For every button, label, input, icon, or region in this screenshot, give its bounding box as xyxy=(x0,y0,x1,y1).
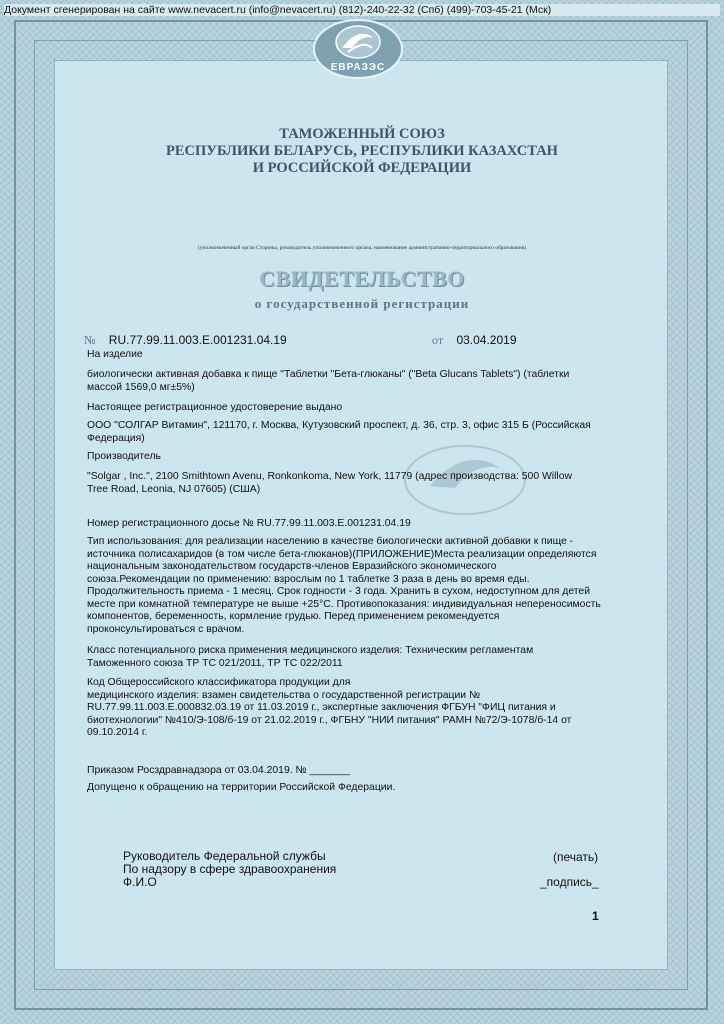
classifier-line: биотехнологии" №410/Э-108/б-19 от 21.02.2019 г., ФГБНУ "НИИ питания" РАМН №72/Э-1078/б-14 от xyxy=(87,714,572,726)
usage-section xyxy=(87,536,637,636)
risk-line: Класс потенциального риска применения медицинского изделия: Техническим регламентам xyxy=(87,645,534,656)
usage-line: Продолжительность приема - 1 месяц. Срок годности - 3 года. Хранить в сухом, недоступном для детей xyxy=(87,586,590,597)
generated-notice: Документ сгенерирован на сайте www.nevacert.ru (info@nevacert.ru) (812)-240-22-32 (Спб) (499)-703-45-21 (Мск) xyxy=(4,4,720,16)
issued-to xyxy=(87,420,637,445)
product-line: массой 1569,0 мг±5%) xyxy=(87,381,195,393)
issued-line: ООО "СОЛГАР Витамин", 121170, г. Москва, Кутузовский проспект, д. 36, стр. 3, офис 315 Б (Российская xyxy=(87,420,591,431)
signatory-line: Руководитель Федеральной службы xyxy=(123,849,326,863)
classifier-line: Код Общероссийского классификатора продукции для xyxy=(87,677,351,688)
manufacturer-label: Производитель xyxy=(87,451,161,462)
usage-line: Тип использования: для реализации населению в качестве биологически активной добавки к пище - xyxy=(87,536,574,547)
classifier-line: медицинского изделия: взамен свидетельства о государственной регистрации № xyxy=(87,689,481,701)
page-number: 1 xyxy=(592,909,599,923)
heading-line: И РОССИЙСКОЙ ФЕДЕРАЦИИ xyxy=(252,160,472,176)
manufacturer-line: "Solgar , Inc.", 2100 Smithtown Avenu, Ronkonkoma, New York, 11779 (адрес производства: 500 Willow xyxy=(87,471,572,482)
number-value: RU.77.99.11.003.Е.001231.04.19 xyxy=(108,333,287,347)
date-value: 03.04.2019 xyxy=(456,333,517,347)
dossier-number: Номер регистрационного досье № RU.77.99.11.003.Е.001231.04.19 xyxy=(87,518,411,529)
product-line: биологически активная добавка к пище "Таблетки "Бета-глюканы" ("Beta Glucans Tablets") (таблетки xyxy=(87,369,570,380)
inner-panel xyxy=(54,60,668,970)
issued-label: Настоящее регистрационное удостоверение выдано xyxy=(87,402,343,413)
usage-line: проконсультироваться с врачом. xyxy=(87,623,245,635)
classifier-line: RU.77.99.11.003.Е.000832.03.19 от 11.03.2019 г., экспертные заключения ФГБУН "ФИЦ питания и xyxy=(87,702,556,713)
certificate-date xyxy=(432,333,517,348)
admitted-line: Допущено к обращению на территории Российской Федерации. xyxy=(87,782,396,793)
authority-note: (уполномоченный орган Стороны, руководитель уполномоченного органа, наименование административно-территориального образования) xyxy=(197,245,527,251)
risk-line: Таможенного союза ТР ТС 021/2011, ТР ТС 022/2011 xyxy=(87,657,343,669)
stamp-label: (печать) xyxy=(553,850,599,864)
usage-line: компонентов, беременность, кормление грудью. Перед применением рекомендуется xyxy=(87,611,500,622)
usage-line: национальным законодательством государств-членов Евразийского экономического xyxy=(87,561,497,572)
number-label: № xyxy=(84,333,96,347)
classifier-section xyxy=(87,677,637,740)
product-label: На изделие xyxy=(87,349,143,360)
usage-line: союза.Рекомендации по применению: взрослым по 1 таблетке 3 раза в день во время еды. xyxy=(87,573,530,585)
emblem-label: ЕВРАЗЭС xyxy=(330,62,386,73)
signatory-line: Ф.И.О xyxy=(123,875,157,889)
heading-line: РЕСПУБЛИКИ БЕЛАРУСЬ, РЕСПУБЛИКИ КАЗАХСТАН xyxy=(166,143,558,159)
date-label: от xyxy=(432,333,444,347)
document-subtitle: о государственной регистрации xyxy=(254,296,470,311)
heading-line: ТАМОЖЕННЫЙ СОЮЗ xyxy=(279,126,445,142)
manufacturer-line: Tree Road, Leonia, NJ 07605) (США) xyxy=(87,483,261,495)
signature-label: _подпись_ xyxy=(540,875,599,889)
union-heading xyxy=(60,126,664,177)
certificate-number xyxy=(84,333,287,348)
eurasec-emblem xyxy=(312,18,404,80)
risk-class xyxy=(87,645,637,670)
issued-line: Федерация) xyxy=(87,432,145,444)
usage-line: источника полисахаридов (в том числе бета-глюканов)(ПРИЛОЖЕНИЕ)Места реализации определяются xyxy=(87,548,597,560)
signatory-line: По надзору в сфере здравоохранения xyxy=(123,862,337,876)
order-line: Приказом Росздравнадзора от 03.04.2019. № _______ xyxy=(87,765,350,776)
usage-line: месте при комнатной температуре не выше +25°С. Противопоказания: индивидуальная непереносимость xyxy=(87,598,601,610)
product-description xyxy=(87,369,637,394)
manufacturer-details xyxy=(87,471,637,496)
signatory-block xyxy=(123,850,336,889)
classifier-line: 09.10.2014 г. xyxy=(87,727,148,738)
document-title: СВИДЕТЕЛЬСТВО xyxy=(259,266,465,291)
